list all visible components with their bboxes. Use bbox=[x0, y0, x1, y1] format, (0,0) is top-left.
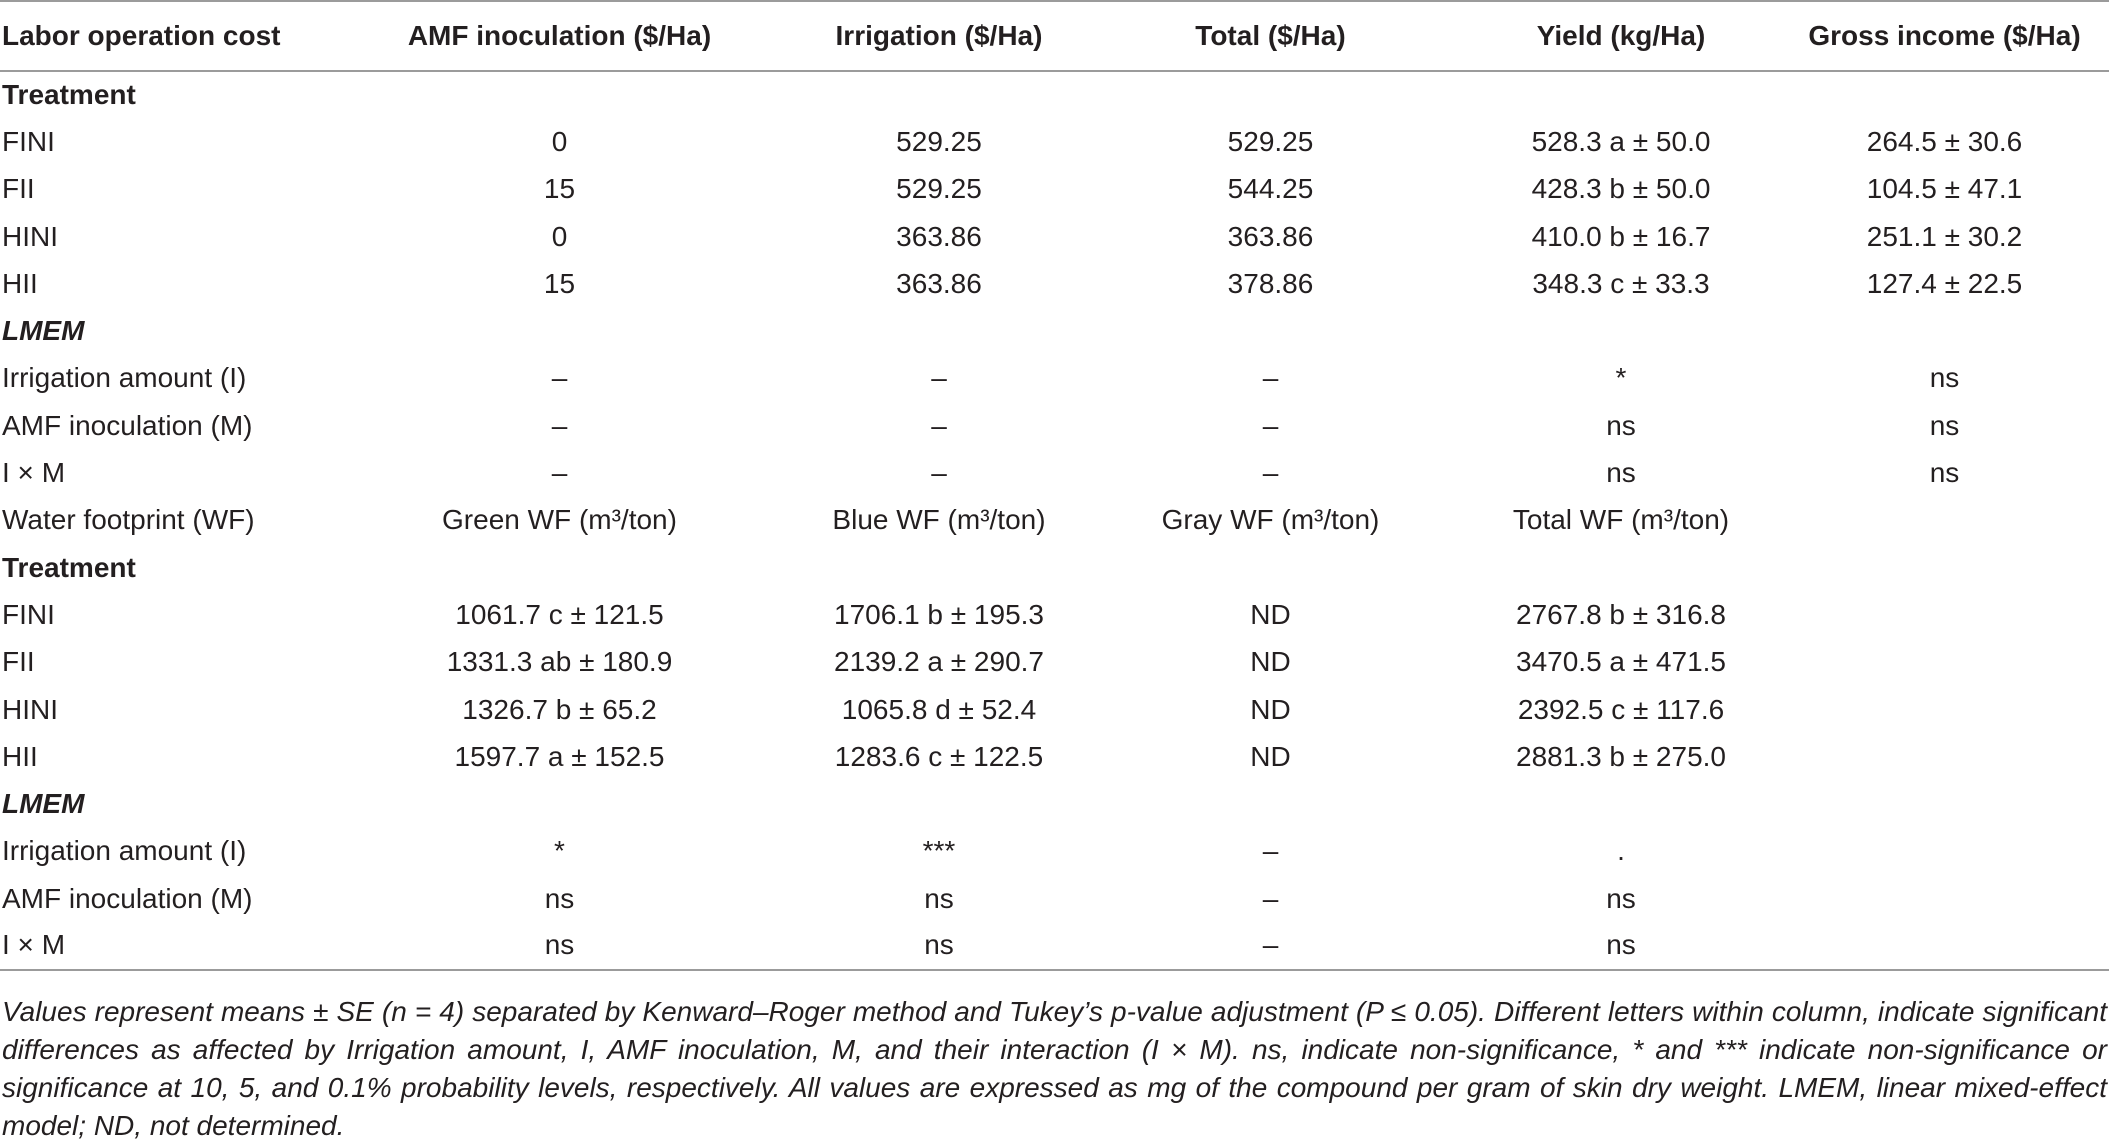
table-cell: 363.86 bbox=[1227, 220, 1314, 252]
table-row bbox=[0, 118, 2109, 165]
table-cell: 1326.7 b ± 65.2 bbox=[462, 693, 657, 725]
table-row bbox=[0, 686, 2109, 733]
table-row bbox=[0, 497, 2109, 544]
table-cell: 529.25 bbox=[896, 173, 982, 205]
table-cell: 1061.7 c ± 121.5 bbox=[455, 598, 664, 630]
row-label-cell: FINI bbox=[2, 125, 55, 157]
table-cell: * bbox=[1615, 362, 1627, 394]
table-header bbox=[0, 1, 2109, 71]
row-label-cell: Water footprint (WF) bbox=[2, 504, 255, 536]
table-cell bbox=[1780, 875, 2109, 922]
table-cell: 544.25 bbox=[1227, 173, 1314, 205]
row-label-cell: HII bbox=[2, 267, 38, 299]
table-cell: ns bbox=[1606, 882, 1636, 914]
table-cell: ND bbox=[1250, 693, 1291, 725]
column-header: Irrigation ($/Ha) bbox=[799, 1, 1079, 71]
table-row bbox=[0, 355, 2109, 402]
table-row bbox=[0, 213, 2109, 260]
table-cell: 2767.8 b ± 316.8 bbox=[1516, 598, 1726, 630]
table-cell: 251.1 ± 30.2 bbox=[1866, 220, 2023, 252]
row-label-cell: HII bbox=[2, 740, 38, 772]
table-cell: Blue WF (m³/ton) bbox=[832, 504, 1046, 536]
table-cell: Green WF (m³/ton) bbox=[442, 504, 677, 536]
table-cell: – bbox=[1262, 835, 1279, 867]
column-header: Labor operation cost bbox=[0, 1, 320, 71]
table-cell: – bbox=[1262, 882, 1279, 914]
row-label-cell: Irrigation amount (I) bbox=[2, 362, 247, 394]
table-row bbox=[0, 591, 2109, 638]
table-cell: * bbox=[554, 835, 565, 867]
table-cell: – bbox=[1262, 457, 1279, 489]
table-cell: 428.3 b ± 50.0 bbox=[1531, 173, 1711, 205]
table-cell bbox=[1079, 307, 1462, 354]
table-cell: 0 bbox=[551, 125, 568, 157]
table-cell: ns bbox=[799, 922, 1079, 969]
table-cell: ns bbox=[924, 882, 954, 914]
table-cell: Total WF (m³/ton) bbox=[1512, 504, 1730, 536]
row-label-cell: I × M bbox=[0, 922, 320, 969]
row-label-cell: Irrigation amount (I) bbox=[2, 835, 247, 867]
table-cell: ns bbox=[1929, 409, 1960, 441]
table-cell bbox=[1079, 780, 1462, 827]
table-cell: 1283.6 c ± 122.5 bbox=[834, 740, 1044, 772]
table-row bbox=[0, 639, 2109, 686]
table-cell: ND bbox=[1250, 598, 1291, 630]
row-label-cell: FII bbox=[2, 173, 35, 205]
table-cell bbox=[320, 780, 799, 827]
row-label-cell: AMF inoculation (M) bbox=[2, 409, 253, 441]
table-cell bbox=[1079, 544, 1462, 591]
table-cell: 528.3 a ± 50.0 bbox=[1531, 125, 1711, 157]
row-label-cell: HINI bbox=[2, 693, 58, 725]
section-row bbox=[0, 307, 2109, 354]
table-row bbox=[0, 733, 2109, 780]
row-label-cell: Treatment bbox=[2, 79, 136, 111]
row-label-cell: AMF inoculation (M) bbox=[2, 882, 253, 914]
table-cell: – bbox=[931, 457, 947, 489]
table-cell: 104.5 ± 47.1 bbox=[1866, 173, 2023, 205]
table-row bbox=[0, 166, 2109, 213]
table-footnote: Values represent means ± SE (n = 4) separated by Kenward–Roger method and Tukey’s p-value adjustment (P ≤ 0.05). Different letters within column, indicate significant differences as affected by Irrigation amount, I, AMF inoculation, M, and their interaction (I × M). ns, indicate non-significance, * and *** indicate non-significance or significance at 10, 5, and 0.1% probability levels, respectively. All values are expressed as mg of the compound per gram of skin dry weight. LMEM, linear mixed-effect model; ND, not determined. bbox=[2, 996, 2107, 1141]
table-cell bbox=[1780, 922, 2109, 969]
table-cell: 1331.3 ab ± 180.9 bbox=[446, 646, 673, 678]
table-cell: – bbox=[931, 362, 947, 394]
table-cell: – bbox=[931, 409, 947, 441]
table-cell: 378.86 bbox=[1227, 267, 1314, 299]
table-cell bbox=[799, 544, 1079, 591]
row-label-cell: HINI bbox=[2, 220, 58, 252]
table-cell: 2392.5 c ± 117.6 bbox=[1517, 693, 1725, 725]
column-header: Gross income ($/Ha) bbox=[1780, 1, 2109, 71]
table-cell bbox=[320, 71, 799, 118]
table-cell: 363.86 bbox=[896, 220, 982, 252]
table-cell: 529.25 bbox=[896, 125, 982, 157]
table-cell: 264.5 ± 30.6 bbox=[1866, 125, 2023, 157]
row-label-cell: LMEM bbox=[2, 315, 85, 347]
table-cell: – bbox=[1079, 922, 1462, 969]
table-cell: Gray WF (m³/ton) bbox=[1161, 504, 1380, 536]
table-cell bbox=[799, 780, 1079, 827]
table-cell: 410.0 b ± 16.7 bbox=[1531, 220, 1711, 252]
table-row bbox=[0, 449, 2109, 496]
table-cell: – bbox=[551, 457, 568, 489]
table-cell: ns bbox=[1606, 457, 1636, 489]
table-cell: 15 bbox=[543, 267, 576, 299]
table-cell bbox=[1780, 639, 2109, 686]
table-cell: ns bbox=[1929, 457, 1960, 489]
table-cell: ns bbox=[320, 922, 799, 969]
table-cell bbox=[1780, 686, 2109, 733]
table-cell: . bbox=[1617, 835, 1625, 867]
column-header: Total ($/Ha) bbox=[1079, 1, 1462, 71]
table-row bbox=[0, 828, 2109, 875]
table-cell bbox=[1079, 71, 1462, 118]
row-label-cell: FII bbox=[2, 646, 35, 678]
table-cell bbox=[799, 71, 1079, 118]
table-cell bbox=[1780, 307, 2109, 354]
table-cell: – bbox=[551, 409, 568, 441]
table-body bbox=[0, 71, 2109, 970]
table-cell: 363.86 bbox=[896, 267, 982, 299]
table-cell: ND bbox=[1250, 740, 1291, 772]
table-row bbox=[0, 402, 2109, 449]
table-cell bbox=[320, 307, 799, 354]
table-cell: 0 bbox=[551, 220, 568, 252]
table-cell: 1597.7 a ± 152.5 bbox=[454, 740, 665, 772]
table-cell: – bbox=[551, 362, 568, 394]
table-cell: ns bbox=[544, 882, 575, 914]
table-cell: ND bbox=[1250, 646, 1291, 678]
table-cell: 127.4 ± 22.5 bbox=[1866, 267, 2023, 299]
table-cell bbox=[1780, 71, 2109, 118]
table-cell bbox=[1780, 591, 2109, 638]
row-label-cell: FINI bbox=[2, 598, 55, 630]
table-cell: 2881.3 b ± 275.0 bbox=[1516, 740, 1726, 772]
table-cell: – bbox=[1262, 362, 1279, 394]
table-cell bbox=[1780, 544, 2109, 591]
table-cell bbox=[320, 544, 799, 591]
table-cell bbox=[1780, 497, 2109, 544]
table-cell bbox=[1462, 71, 1780, 118]
table-cell: – bbox=[1262, 409, 1279, 441]
table-cell: 3470.5 a ± 471.5 bbox=[1516, 646, 1726, 678]
row-label-cell: I × M bbox=[2, 457, 66, 489]
table-row bbox=[0, 875, 2109, 922]
table-cell bbox=[1462, 307, 1780, 354]
table-cell bbox=[1780, 780, 2109, 827]
row-label-cell: LMEM bbox=[2, 788, 85, 820]
column-header: Yield (kg/Ha) bbox=[1462, 1, 1780, 71]
section-row bbox=[0, 544, 2109, 591]
table-cell: 2139.2 a ± 290.7 bbox=[834, 646, 1044, 678]
table-cell: *** bbox=[922, 835, 956, 867]
table-row bbox=[0, 922, 2109, 969]
column-header: AMF inoculation ($/Ha) bbox=[320, 1, 799, 71]
row-label-cell: Treatment bbox=[2, 551, 136, 583]
table-cell: 15 bbox=[543, 173, 576, 205]
table-row bbox=[0, 260, 2109, 307]
section-row bbox=[0, 780, 2109, 827]
table-cell: ns bbox=[1929, 362, 1960, 394]
table-cell bbox=[1462, 780, 1780, 827]
table-cell: 529.25 bbox=[1227, 125, 1314, 157]
table-cell: ns bbox=[1606, 409, 1636, 441]
table-cell: 1706.1 b ± 195.3 bbox=[834, 598, 1044, 630]
table-cell bbox=[1462, 544, 1780, 591]
table-cell bbox=[799, 307, 1079, 354]
header-row bbox=[0, 1, 2109, 71]
table-cell: 1065.8 d ± 52.4 bbox=[841, 693, 1037, 725]
table-cell bbox=[1780, 828, 2109, 875]
table-cell: ns bbox=[1462, 922, 1780, 969]
table-cell bbox=[1780, 733, 2109, 780]
table-cell: 348.3 c ± 33.3 bbox=[1532, 267, 1710, 299]
section-row bbox=[0, 71, 2109, 118]
